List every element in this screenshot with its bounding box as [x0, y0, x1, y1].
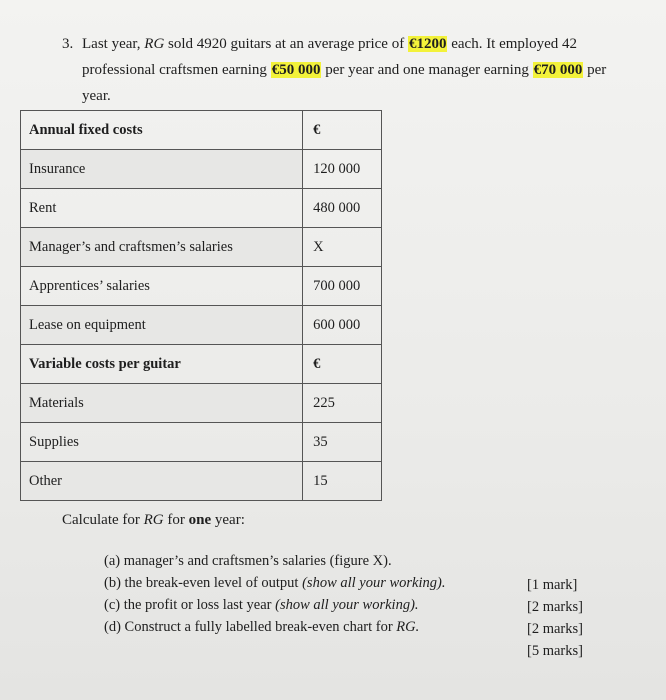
- question-text-part: Last year,: [82, 36, 145, 52]
- company-name: RG: [143, 512, 164, 528]
- cost-label: Supplies: [21, 423, 303, 462]
- highlighted-price: €1200: [408, 36, 447, 52]
- variable-costs-header: Variable costs per guitar: [21, 345, 303, 384]
- fixed-costs-header: Annual fixed costs: [21, 111, 303, 150]
- question-text-part: per: [583, 62, 607, 78]
- cost-label: Other: [21, 462, 303, 501]
- cost-value: 480 000: [303, 189, 382, 228]
- table-row: [21, 150, 382, 189]
- mark-d: [5 marks]: [527, 643, 583, 659]
- cost-value: 120 000: [303, 150, 382, 189]
- company-name: RG: [144, 36, 165, 52]
- cost-label: Rent: [21, 189, 303, 228]
- highlighted-craftsman-salary: €50 000: [271, 62, 321, 78]
- cost-label: Lease on equipment: [21, 306, 303, 345]
- sub-question-a: [104, 550, 445, 572]
- question-text-part: per year and one manager earning: [321, 62, 533, 78]
- cost-label: Manager’s and craftsmen’s salaries: [21, 228, 303, 267]
- cost-value: 700 000: [303, 267, 382, 306]
- cost-value: 600 000: [303, 306, 382, 345]
- sub-question-b: [104, 572, 445, 594]
- table-row: [21, 384, 382, 423]
- instruction-part: Calculate for: [62, 512, 144, 528]
- sub-question-text: (b) the break-even level of output: [104, 575, 303, 591]
- table-row: [21, 267, 382, 306]
- sub-question-d: [104, 616, 445, 638]
- table-row: [21, 189, 382, 228]
- variable-costs-header-row: [21, 345, 382, 384]
- highlighted-manager-salary: €70 000: [533, 62, 583, 78]
- instruction-text: [62, 512, 245, 529]
- cost-label: Insurance: [21, 150, 303, 189]
- fixed-costs-unit: €: [303, 111, 382, 150]
- table-row: [21, 423, 382, 462]
- table-row: [21, 228, 382, 267]
- cost-value: 15: [303, 462, 382, 501]
- cost-label: Apprentices’ salaries: [21, 267, 303, 306]
- sub-question-text: (c) the profit or loss last year: [104, 597, 276, 613]
- company-name: RG.: [396, 619, 420, 635]
- question-text-part: each. It employed 42: [447, 36, 578, 52]
- sub-questions: [104, 550, 445, 638]
- costs-table: [20, 110, 382, 501]
- question-text-part: sold 4920 guitars at an average price of: [164, 36, 408, 52]
- question-number: 3.: [62, 36, 74, 52]
- marks-column: [527, 574, 583, 662]
- sub-question-text: (a) manager’s and craftsmen’s salaries (figure X).: [104, 553, 392, 569]
- cost-label: Materials: [21, 384, 303, 423]
- fixed-costs-header-row: [21, 111, 382, 150]
- question-text: [82, 31, 642, 109]
- instruction-part: for: [163, 512, 189, 528]
- mark-b: [2 marks]: [527, 599, 583, 615]
- table-row: [21, 462, 382, 501]
- sub-question-text: (d) Construct a fully labelled break-even chart for: [104, 619, 397, 635]
- instruction-emphasis: one: [188, 512, 212, 528]
- cost-value: 225: [303, 384, 382, 423]
- question-text-part: professional craftsmen earning: [82, 62, 271, 78]
- instruction-part: year:: [211, 512, 245, 528]
- variable-costs-unit: €: [303, 345, 382, 384]
- mark-a: [1 mark]: [527, 577, 578, 593]
- cost-value: 35: [303, 423, 382, 462]
- mark-c: [2 marks]: [527, 621, 583, 637]
- table-row: [21, 306, 382, 345]
- sub-question-c: [104, 594, 445, 616]
- sub-question-note: (show all your working).: [302, 575, 446, 591]
- cost-value: X: [303, 228, 382, 267]
- sub-question-note: (show all your working).: [275, 597, 419, 613]
- question-text-part: year.: [82, 88, 111, 104]
